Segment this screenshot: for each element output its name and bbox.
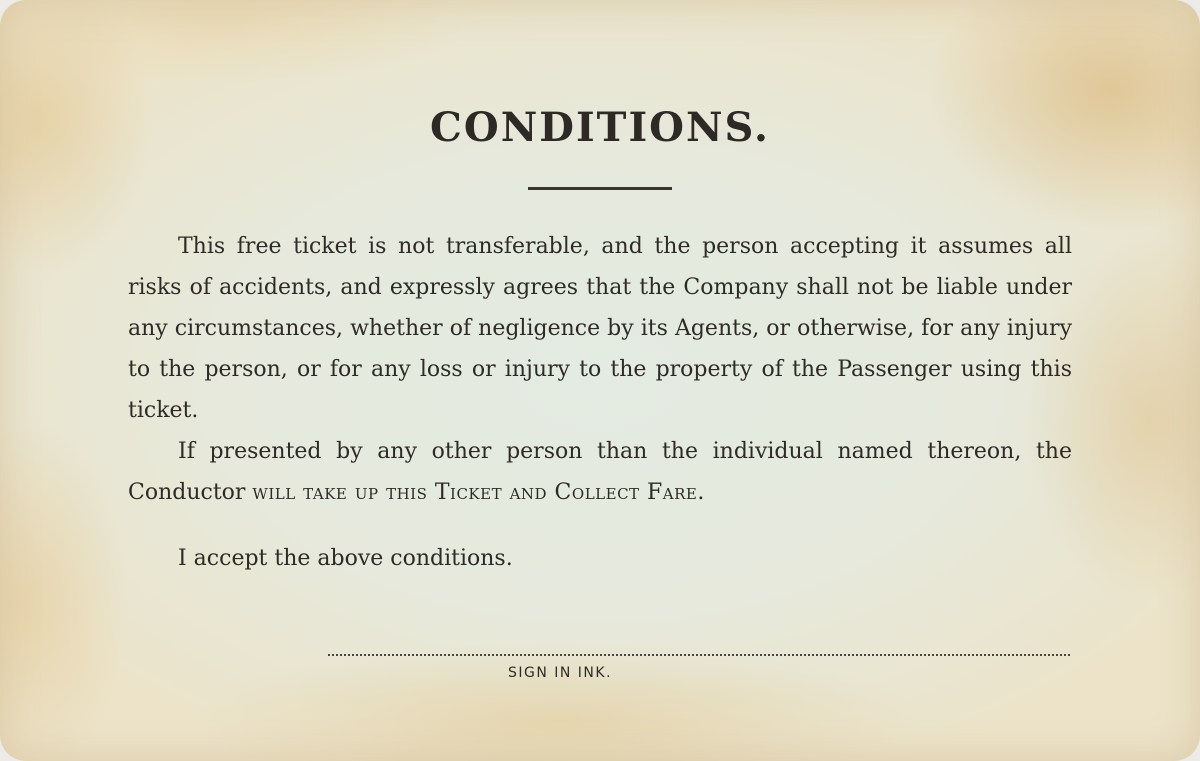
conditions-body xyxy=(128,226,1072,513)
liability-paragraph: This free ticket is not transferable, and the person accepting it assumes all risks of accidents, and expressly agrees that the Company shall not be liable under any circumstances, whether of negligence by its Agents, or otherwise, for any injury to the person, or for any loss or injury to the property of the Passenger using this ticket. xyxy=(128,234,1072,423)
title-rule xyxy=(528,187,672,190)
conditions-title: CONDITIONS. xyxy=(430,104,770,151)
transfer-paragraph-text: If presented by any other person than the individual named thereon, the Conductor xyxy=(128,439,1072,505)
transfer-paragraph xyxy=(128,431,1072,513)
acceptance-statement: I accept the above conditions. xyxy=(178,546,513,571)
signature-label: SIGN IN INK. xyxy=(507,665,613,681)
signature-line[interactable] xyxy=(328,654,1070,656)
collect-fare-text: will take up this Ticket and Collect Fare. xyxy=(252,480,705,505)
